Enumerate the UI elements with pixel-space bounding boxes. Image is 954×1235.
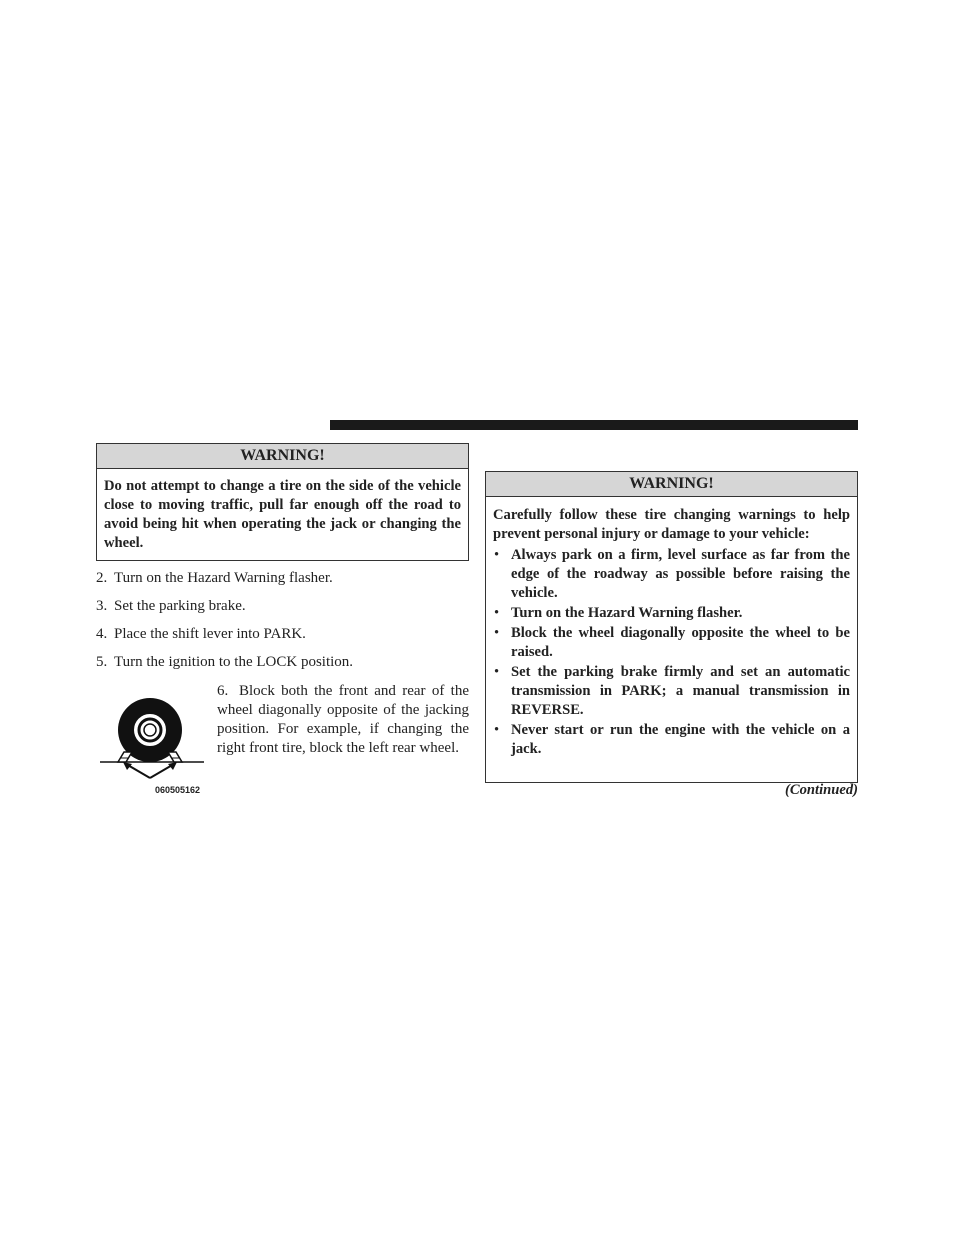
bullet-icon: • <box>494 664 500 680</box>
warning-box-roadside <box>96 443 469 561</box>
bullet-icon: • <box>494 605 500 621</box>
step-item <box>96 654 353 671</box>
warning-box-tire-changing <box>485 471 858 783</box>
warning-bullet-list <box>493 546 850 759</box>
bullet-text: Always park on a firm, level surface as far from the edge of the roadway as possible before raising the vehicle. <box>511 547 850 601</box>
bullet-text: Set the parking brake firmly and set an automatic transmission in PARK; a manual transmission in REVERSE. <box>511 664 850 718</box>
warning-bullet <box>493 721 850 759</box>
step-item <box>96 598 246 615</box>
warning-bullet <box>493 546 850 603</box>
step-number: 4. <box>96 626 108 642</box>
bullet-text: Block the wheel diagonally opposite the wheel to be raised. <box>511 625 850 660</box>
step-number: 5. <box>96 654 108 670</box>
warning-heading: WARNING! <box>97 444 468 469</box>
warning-bullet <box>493 624 850 662</box>
step-number: 3. <box>96 598 108 614</box>
warning-bullet <box>493 663 850 720</box>
warning-text <box>486 497 857 768</box>
step-item-block-wheel <box>217 682 469 758</box>
step-text: Block both the front and rear of the wheel diagonally opposite of the jacking position. For example, if changing the right front tire, block the left rear wheel. <box>217 683 469 756</box>
warning-heading: WARNING! <box>486 472 857 497</box>
bullet-icon: • <box>494 547 500 563</box>
bullet-icon: • <box>494 722 500 738</box>
step-item <box>96 626 306 643</box>
step-text: Place the shift lever into PARK. <box>114 626 306 642</box>
warning-text: Do not attempt to change a tire on the side of the vehicle close to moving traffic, pull far enough off the road to avoid being hit when operating the jack or changing the wheel. <box>104 478 461 551</box>
section-header-bar <box>330 420 858 430</box>
step-item <box>96 570 333 587</box>
step-text: Set the parking brake. <box>114 598 246 614</box>
warning-intro: Carefully follow these tire changing warnings to help prevent personal injury or damage to your vehicle: <box>493 507 850 542</box>
figure-caption: 060505162 <box>155 785 201 795</box>
step-number: 2. <box>96 570 108 586</box>
step-text: Turn the ignition to the LOCK position. <box>114 654 354 670</box>
bullet-icon: • <box>494 625 500 641</box>
bullet-text: Never start or run the engine with the vehicle on a jack. <box>511 722 850 757</box>
step-text: Turn on the Hazard Warning flasher. <box>114 570 333 586</box>
step-number: 6. <box>217 683 229 699</box>
continued-label: (Continued) <box>785 782 858 798</box>
warning-bullet <box>493 604 850 623</box>
bullet-text: Turn on the Hazard Warning flasher. <box>511 605 743 621</box>
